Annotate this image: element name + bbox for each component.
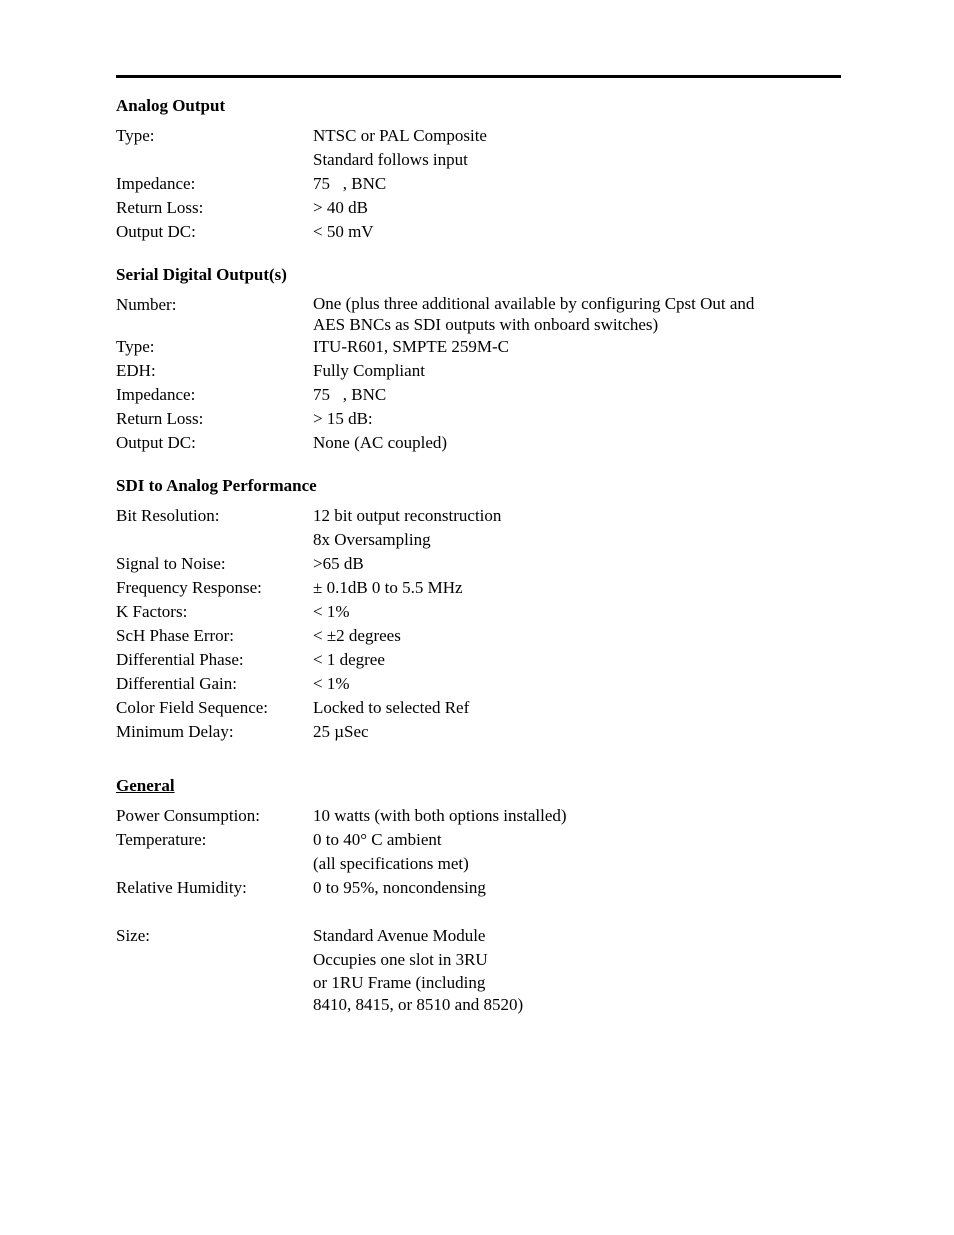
spec-value-line: 10 watts (with both options installed) xyxy=(313,806,567,825)
spec-value xyxy=(313,407,841,431)
spec-value-line: or 1RU Frame (including xyxy=(313,973,486,992)
spec-value xyxy=(313,335,841,359)
spec-value xyxy=(313,576,841,600)
spec-row xyxy=(116,924,841,1017)
spec-value-line: < 50 mV xyxy=(313,222,374,241)
spec-value-line: Standard follows input xyxy=(313,150,468,169)
section-sdi-to-analog xyxy=(116,474,841,744)
spec-value xyxy=(313,672,841,696)
spacer xyxy=(116,900,841,924)
section-heading: General xyxy=(116,776,175,795)
spec-label: Power Consumption: xyxy=(116,806,261,825)
spec-value-line: ITU-R601, SMPTE 259M-C xyxy=(313,337,509,356)
spec-row xyxy=(116,552,841,576)
spec-value xyxy=(313,383,841,407)
spec-value-line: >65 dB xyxy=(313,554,364,573)
spec-label: Size: xyxy=(116,926,150,945)
spec-value-line: Locked to selected Ref xyxy=(313,698,470,717)
spec-value-line: AES BNCs as SDI outputs with onboard switches) xyxy=(313,315,659,334)
spec-value xyxy=(313,600,841,624)
spec-value-line: < 1% xyxy=(313,602,350,621)
spec-value-line: 75 , BNC xyxy=(313,174,387,193)
spec-row xyxy=(116,407,841,431)
spec-label: EDH: xyxy=(116,361,156,380)
spec-label: Output DC: xyxy=(116,222,196,241)
spec-label: Differential Phase: xyxy=(116,650,244,669)
spec-label: Temperature: xyxy=(116,830,207,849)
spec-value-line: Standard Avenue Module xyxy=(313,926,486,945)
spec-value xyxy=(313,876,841,900)
spec-value xyxy=(313,172,841,196)
spec-label: Impedance: xyxy=(116,174,196,193)
spec-row xyxy=(116,804,841,828)
section-analog-output xyxy=(116,94,841,244)
spec-row xyxy=(116,196,841,220)
spec-value-line: < 1 degree xyxy=(313,650,385,669)
spec-value-line: 0 to 95%, noncondensing xyxy=(313,878,486,897)
spec-label: Impedance: xyxy=(116,385,196,404)
spec-value xyxy=(313,504,841,552)
spec-value-line: 25 µSec xyxy=(313,722,369,741)
spec-value-line: 75 , BNC xyxy=(313,385,387,404)
spec-label: Color Field Sequence: xyxy=(116,698,269,717)
spec-label: Return Loss: xyxy=(116,198,204,217)
spec-label: Relative Humidity: xyxy=(116,878,247,897)
section-heading: Analog Output xyxy=(116,96,226,115)
spec-value xyxy=(313,359,841,383)
spec-row xyxy=(116,672,841,696)
spec-label: K Factors: xyxy=(116,602,188,621)
spec-label: Bit Resolution: xyxy=(116,506,220,525)
spec-label: Differential Gain: xyxy=(116,674,238,693)
spec-label: Output DC: xyxy=(116,433,196,452)
spec-row xyxy=(116,600,841,624)
spec-row xyxy=(116,220,841,244)
spec-value xyxy=(313,431,841,455)
spec-value xyxy=(313,552,841,576)
section-general xyxy=(116,774,841,1017)
spec-row xyxy=(116,828,841,876)
spec-row xyxy=(116,720,841,744)
spec-row xyxy=(116,696,841,720)
spec-row xyxy=(116,293,841,335)
spec-value xyxy=(313,624,841,648)
spec-row xyxy=(116,359,841,383)
spec-row xyxy=(116,576,841,600)
spec-row xyxy=(116,172,841,196)
section-serial-digital-output xyxy=(116,263,841,455)
spec-value xyxy=(313,924,841,1017)
spec-value-line: Occupies one slot in 3RU xyxy=(313,950,488,969)
spec-value-line: (all specifications met) xyxy=(313,854,469,873)
spec-value-line: None (AC coupled) xyxy=(313,433,448,452)
top-rule xyxy=(116,75,841,78)
spec-value-line: 8410, 8415, or 8510 and 8520) xyxy=(313,995,524,1014)
spec-row xyxy=(116,431,841,455)
spec-value xyxy=(313,220,841,244)
spec-value-line: < 1% xyxy=(313,674,350,693)
spec-value xyxy=(313,828,841,876)
spec-row xyxy=(116,624,841,648)
spec-value-line: One (plus three additional available by configuring Cpst Out and xyxy=(313,294,755,313)
spec-page xyxy=(116,94,841,1036)
section-heading: Serial Digital Output(s) xyxy=(116,265,287,284)
spec-label: Minimum Delay: xyxy=(116,722,234,741)
spec-row xyxy=(116,504,841,552)
spec-row xyxy=(116,648,841,672)
spec-label: Return Loss: xyxy=(116,409,204,428)
spec-value xyxy=(313,804,841,828)
spec-value xyxy=(313,293,841,335)
section-heading: SDI to Analog Performance xyxy=(116,476,317,495)
spec-label: Frequency Response: xyxy=(116,578,262,597)
spec-value-line: > 40 dB xyxy=(313,198,368,217)
spec-row xyxy=(116,124,841,172)
spec-value-line: 12 bit output reconstruction xyxy=(313,506,502,525)
spec-value xyxy=(313,720,841,744)
spec-value xyxy=(313,648,841,672)
spec-value xyxy=(313,696,841,720)
spec-value-line: ± 0.1dB 0 to 5.5 MHz xyxy=(313,578,463,597)
spec-value-line: < ±2 degrees xyxy=(313,626,401,645)
spec-label: Type: xyxy=(116,337,155,356)
spec-row xyxy=(116,383,841,407)
spec-value-line: Fully Compliant xyxy=(313,361,425,380)
spec-value xyxy=(313,124,841,172)
spec-value-line: 0 to 40° C ambient xyxy=(313,830,442,849)
spec-label: Type: xyxy=(116,126,155,145)
spec-label: Number: xyxy=(116,295,177,314)
spec-value-line: NTSC or PAL Composite xyxy=(313,126,487,145)
spec-label: Signal to Noise: xyxy=(116,554,226,573)
spec-row xyxy=(116,335,841,359)
spec-label: ScH Phase Error: xyxy=(116,626,235,645)
spec-value-line: > 15 dB: xyxy=(313,409,373,428)
spec-value-line: 8x Oversampling xyxy=(313,530,431,549)
spec-value xyxy=(313,196,841,220)
spec-row xyxy=(116,876,841,900)
